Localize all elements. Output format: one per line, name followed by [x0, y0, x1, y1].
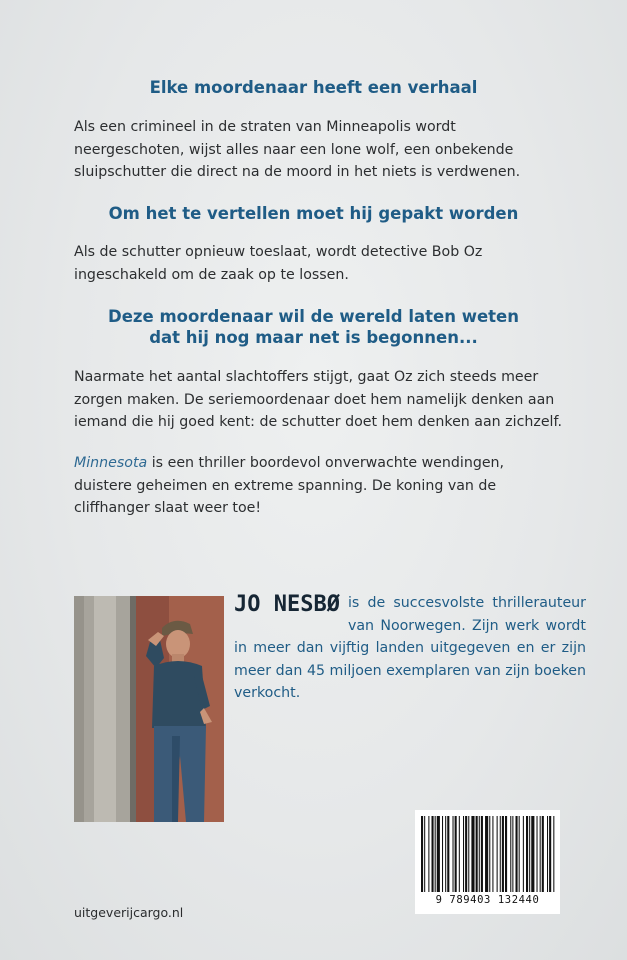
barcode-bar [435, 816, 436, 892]
barcode-bar [465, 816, 467, 892]
barcode-bar [502, 816, 504, 892]
publisher-website[interactable]: uitgeverijcargo.nl [74, 905, 184, 920]
barcode-bar [432, 816, 434, 892]
barcode-bar [445, 816, 446, 892]
barcode-bar [481, 816, 483, 892]
barcode-bar [510, 816, 511, 892]
paragraph-2: Als de schutter opnieuw toeslaat, wordt detective Bob Oz ingeschakeld om de zaak op te lossen. [74, 244, 483, 283]
barcode-bar [497, 816, 498, 892]
barcode-bar [516, 816, 518, 892]
author-photo [74, 596, 224, 822]
barcode-bar [547, 816, 548, 892]
paragraph-1: Als een crimineel in de straten van Minneapolis wordt neergeschoten, wijst alles naar een lone wolf, een onbekende sluipschutter die direct na de moord in het niets is verdwenen. [74, 119, 521, 180]
heading-3-line-2: dat hij nog maar net is begonnen... [149, 328, 478, 347]
paragraph-4-text: is een thriller boordevol onverwachte wendingen, duistere geheimen en extreme spanning. De koning van de cliffhanger slaat weer toe! [74, 455, 505, 516]
barcode-bar [489, 816, 490, 892]
barcode-bar [519, 816, 520, 892]
barcode-bar [505, 816, 507, 892]
heading-3-line-1: Deze moordenaar wil de wereld laten weten [108, 307, 519, 326]
heading-3 [40, 306, 587, 348]
barcode-bar [512, 816, 513, 892]
barcode-bar [531, 816, 534, 892]
barcode-bar [500, 816, 501, 892]
barcode-bar [523, 816, 524, 892]
barcode-bar [447, 816, 449, 892]
author-name: JO NESBØ [234, 592, 340, 617]
paragraph-3: Naarmate het aantal slachtoffers stijgt, gaat Oz zich steeds meer zorgen maken. De seriemoordenaar doet hem namelijk denken aan iemand die hij goed kent: de schutter doet hem denken aan zichzelf. [74, 369, 562, 430]
barcode-bar [468, 816, 469, 892]
barcode-bar [529, 816, 530, 892]
barcode [415, 810, 560, 914]
book-title: Minnesota [74, 455, 148, 471]
barcode-bar [526, 816, 528, 892]
barcode-bar [463, 816, 464, 892]
barcode-bar [442, 816, 443, 892]
barcode-bar [437, 816, 440, 892]
barcode-bar [553, 816, 554, 892]
barcode-bar [455, 816, 457, 892]
barcode-bar [421, 816, 423, 892]
barcode-bar [549, 816, 551, 892]
barcode-bar [459, 816, 460, 892]
heading-1: Elke moordenaar heeft een verhaal [149, 78, 478, 97]
barcode-bar [453, 816, 454, 892]
author-bio-block [234, 592, 586, 705]
isbn-number: 9 789403 132440 [435, 894, 540, 906]
barcode-bar [540, 816, 541, 892]
barcode-bar [428, 816, 429, 892]
barcode-bar [492, 816, 493, 892]
author-bio: is de succesvolste thrillerauteur van Noorwegen. Zijn werk wordt in meer dan vijftig landen uitgegeven en er zijn meer dan 45 miljoen exemplaren van zijn boeken verkocht. [234, 595, 586, 701]
paragraph-4 [74, 452, 564, 520]
barcode-bar [479, 816, 480, 892]
barcode-bar [471, 816, 474, 892]
barcode-bars [415, 810, 560, 894]
barcode-bar [485, 816, 488, 892]
heading-2: Om het te vertellen moet hij gepakt worden [108, 204, 519, 223]
barcode-bar [424, 816, 425, 892]
barcode-bar [476, 816, 478, 892]
barcode-bar [537, 816, 538, 892]
barcode-bar [542, 816, 544, 892]
